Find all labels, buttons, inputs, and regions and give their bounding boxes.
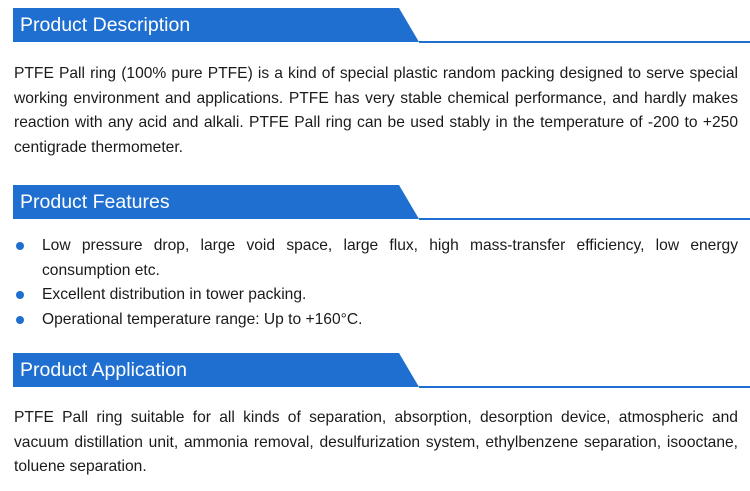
section-title: Product Features xyxy=(20,191,170,213)
list-item-text: Low pressure drop, large void space, large flux, high mass-transfer efficiency, low energy consumption etc. xyxy=(42,237,738,279)
section-title: Product Application xyxy=(20,359,187,381)
list-item xyxy=(14,234,738,283)
features-list xyxy=(14,234,738,332)
bullet-dot-icon xyxy=(16,316,24,324)
description-paragraph: PTFE Pall ring (100% pure PTFE) is a kind of special plastic random packing designed to serve special working environment and applications. PTFE has very stable chemical performance, and hardly makes reaction with any acid and alkali. PTFE Pall ring can be used stably in the temperature of -200 to +250 centigrade thermometer. xyxy=(14,65,738,156)
list-item-text: Operational temperature range: Up to +160°C. xyxy=(42,310,363,328)
bullet-dot-icon xyxy=(16,291,24,299)
section-header-features xyxy=(13,185,750,219)
list-item-text: Excellent distribution in tower packing. xyxy=(42,286,307,303)
section-header-description xyxy=(13,8,750,42)
section-title: Product Description xyxy=(20,14,191,36)
bullet-dot-icon xyxy=(16,242,24,250)
list-item xyxy=(14,283,738,308)
application-paragraph: PTFE Pall ring suitable for all kinds of separation, absorption, desorption device, atmospheric and vacuum distillation unit, ammonia removal, desulfurization system, ethylbenzene separation, isooctane, toluene separation. xyxy=(14,409,738,475)
list-item xyxy=(14,308,738,333)
section-header-application xyxy=(13,353,750,387)
